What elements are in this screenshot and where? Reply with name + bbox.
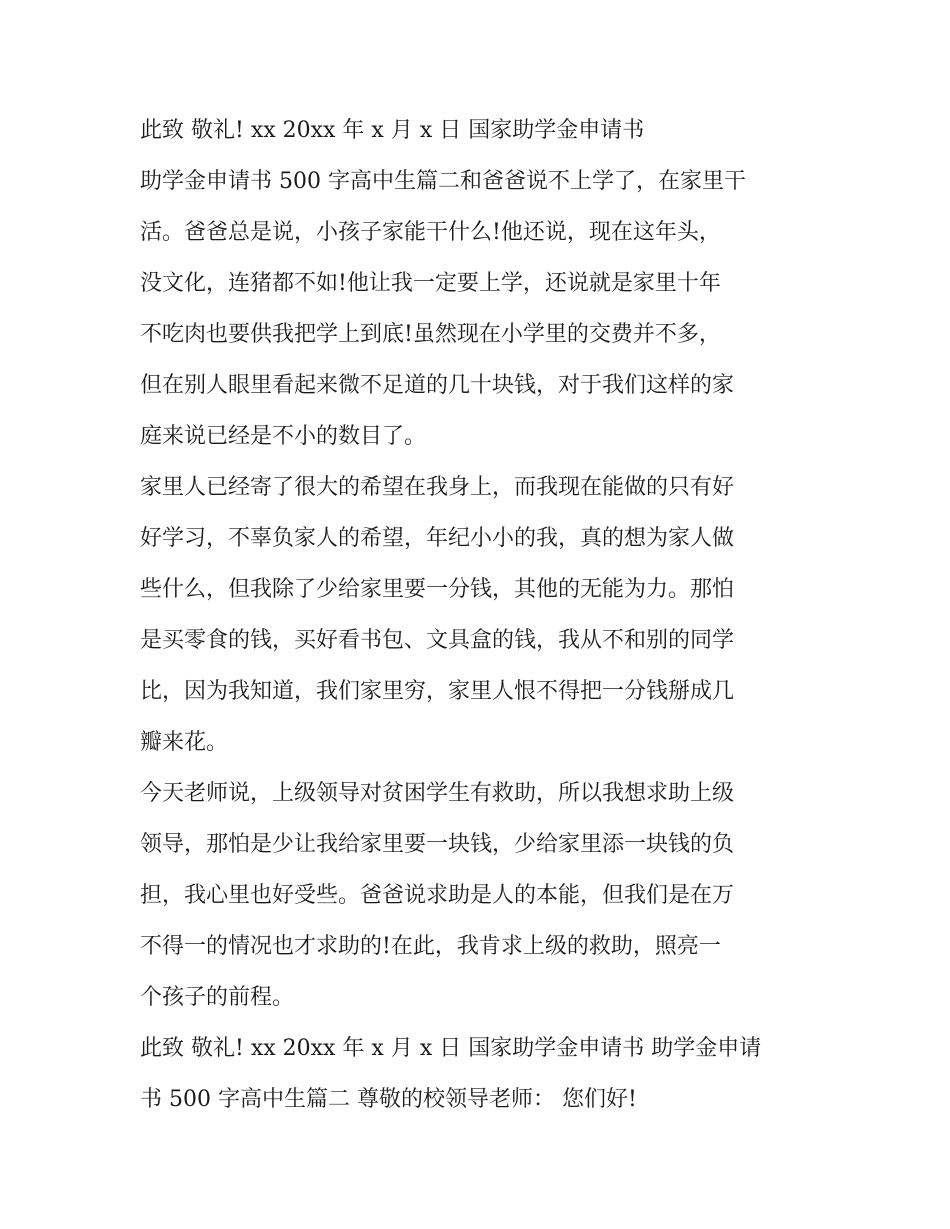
text-line: 些什么，但我除了少给家里要一分钱，其他的无能为力。那怕 xyxy=(140,577,735,602)
text-line: 没文化，连猪都不如!他让我一定要上学，还说就是家里十年 xyxy=(140,271,721,296)
text-line: 今天老师说，上级领导对贫困学生有救助，所以我想求助上级 xyxy=(140,781,735,806)
text-line: 个孩子的前程。 xyxy=(140,985,295,1010)
text-line: 此致 敬礼! xx 20xx 年 x 月 x 日 国家助学金申请书 助学金申请 xyxy=(140,1036,762,1061)
text-line: 瓣来花。 xyxy=(140,730,229,755)
text-line: 活。爸爸总是说，小孩子家能干什么!他还说，现在这年头， xyxy=(140,220,721,245)
text-line: 不吃肉也要供我把学上到底!虽然现在小学里的交费并不多， xyxy=(140,322,721,347)
text-line: 庭来说已经是不小的数目了。 xyxy=(140,424,427,449)
text-line: 此致 敬礼! xx 20xx 年 x 月 x 日 国家助学金申请书 xyxy=(140,118,645,143)
text-line: 书 500 字高中生篇二 尊敬的校领导老师： 您们好! xyxy=(140,1087,637,1112)
text-line: 担，我心里也好受些。爸爸说求助是人的本能，但我们是在万 xyxy=(140,883,735,908)
text-line: 但在别人眼里看起来微不足道的几十块钱，对于我们这样的家 xyxy=(140,373,735,398)
text-line: 比，因为我知道，我们家里穷，家里人恨不得把一分钱掰成几 xyxy=(140,679,735,704)
text-line: 领导，那怕是少让我给家里要一块钱，少给家里添一块钱的负 xyxy=(140,832,735,857)
text-line: 助学金申请书 500 字高中生篇二和爸爸说不上学了，在家里干 xyxy=(140,169,746,194)
text-line: 好学习，不辜负家人的希望，年纪小小的我，真的想为家人做 xyxy=(140,526,735,551)
text-line: 是买零食的钱，买好看书包、文具盒的钱，我从不和别的同学 xyxy=(140,628,735,653)
document-body xyxy=(140,105,820,1125)
text-line: 不得一的情况也才求助的!在此，我肯求上级的救助，照亮一 xyxy=(140,934,721,959)
text-line: 家里人已经寄了很大的希望在我身上，而我现在能做的只有好 xyxy=(140,475,735,500)
